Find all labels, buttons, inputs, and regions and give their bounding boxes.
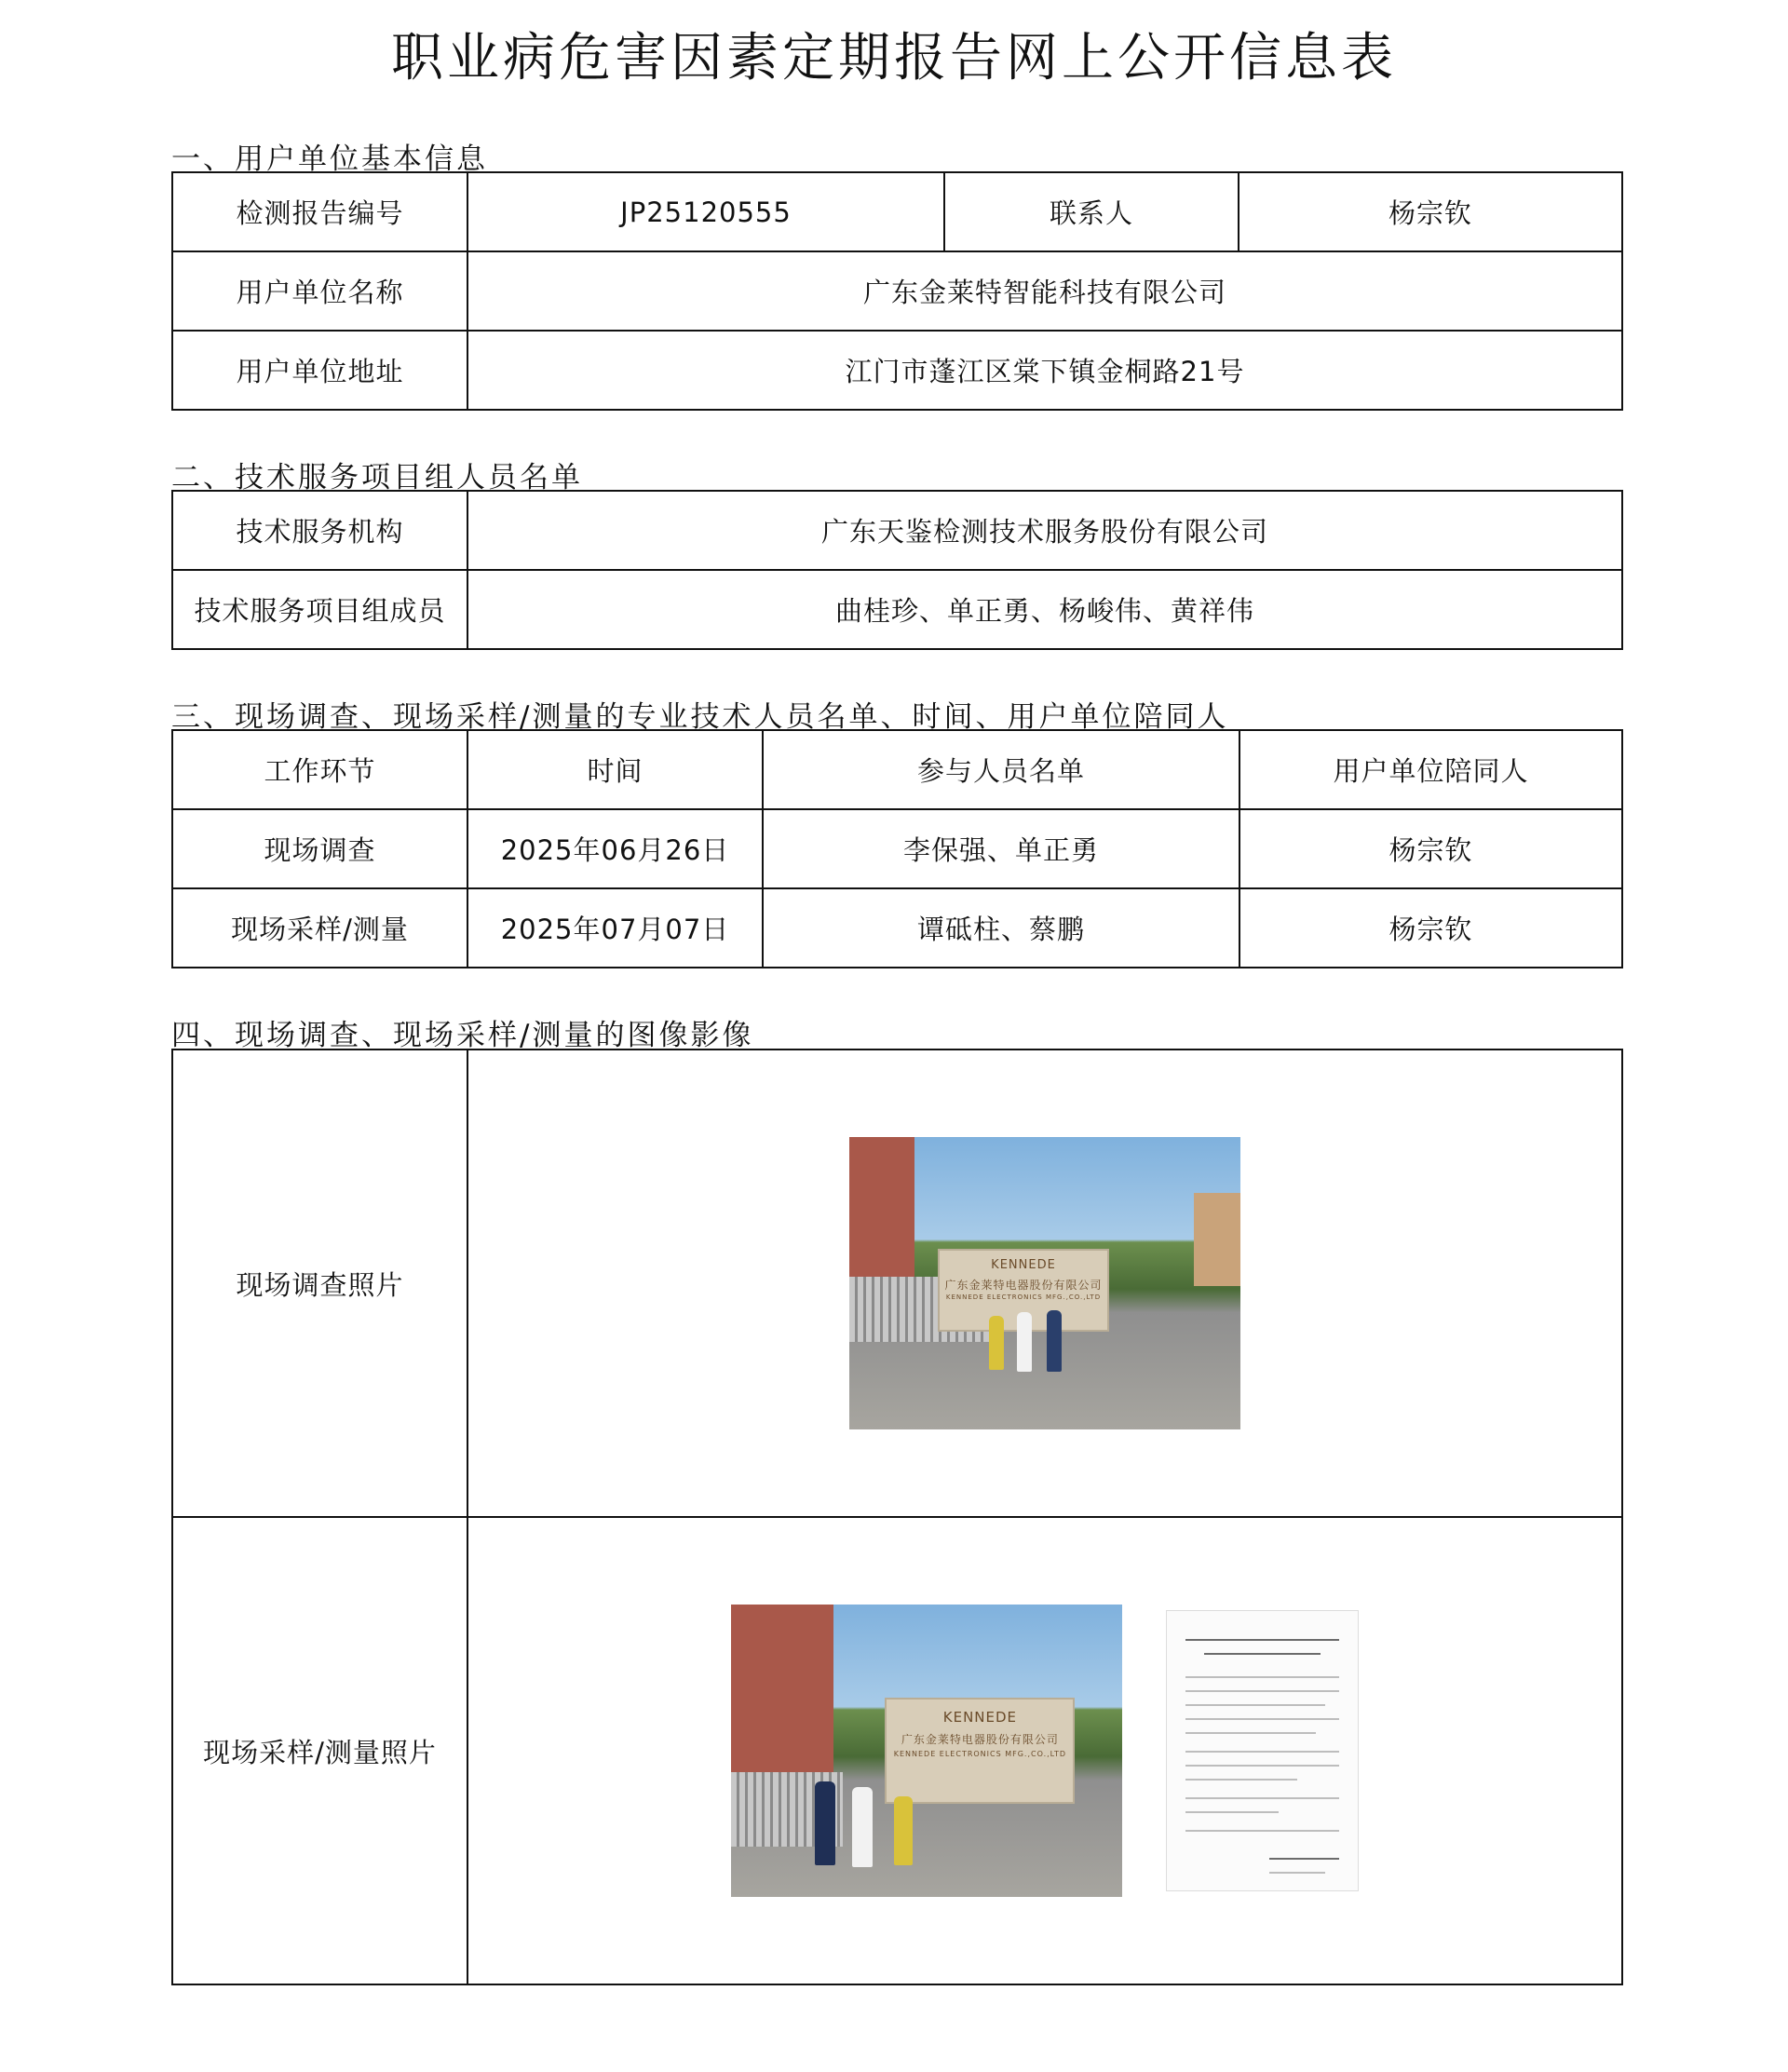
section-heading-photos: 四、现场调查、现场采样/测量的图像影像 (171, 1019, 754, 1052)
survey-photo-cell (467, 1050, 1622, 1517)
col-header-stage: 工作环节 (172, 730, 467, 809)
schedule-table (171, 729, 1623, 968)
survey-site-photo (849, 1137, 1240, 1429)
report-no-value: JP25120555 (467, 172, 944, 251)
sign-brand: KENNEDE (942, 1709, 1018, 1726)
page-title: 职业病危害因素定期报告网上公开信息表 (391, 28, 1397, 88)
table-row (172, 888, 1622, 968)
section-heading-basic-info: 一、用户单位基本信息 (171, 142, 488, 176)
team-table (171, 490, 1623, 650)
sign-brand: KENNEDE (991, 1258, 1056, 1272)
report-no-label: 检测报告编号 (172, 172, 467, 251)
time-cell: 2025年06月26日 (467, 809, 763, 888)
table-row (172, 809, 1622, 888)
survey-photo-label: 现场调查照片 (172, 1050, 467, 1517)
team-members-label: 技术服务项目组成员 (172, 570, 467, 649)
service-org-label: 技术服务机构 (172, 491, 467, 570)
stage-cell: 现场采样/测量 (172, 888, 467, 968)
sign-company: 广东金莱特电器股份有限公司 (901, 1733, 1059, 1746)
col-header-escort: 用户单位陪同人 (1239, 730, 1622, 809)
escort-cell: 杨宗钦 (1239, 888, 1622, 968)
time-cell: 2025年07月07日 (467, 888, 763, 968)
sampling-photo-cell (467, 1517, 1622, 1984)
signed-document-photo (1166, 1610, 1359, 1891)
section-heading-team: 二、技术服务项目组人员名单 (171, 461, 583, 494)
section-heading-schedule: 三、现场调查、现场采样/测量的专业技术人员名单、时间、用户单位陪同人 (171, 700, 1229, 734)
photos-table (171, 1049, 1623, 1985)
service-org-value: 广东天鉴检测技术服务股份有限公司 (467, 491, 1622, 570)
sampling-site-photo (731, 1605, 1122, 1897)
basic-info-table (171, 171, 1623, 411)
stage-cell: 现场调查 (172, 809, 467, 888)
team-members-value: 曲桂珍、单正勇、杨峻伟、黄祥伟 (467, 570, 1622, 649)
unit-name-label: 用户单位名称 (172, 251, 467, 331)
col-header-people: 参与人员名单 (763, 730, 1239, 809)
contact-label: 联系人 (944, 172, 1239, 251)
people-cell: 谭砥柱、蔡鹏 (763, 888, 1239, 968)
people-cell: 李保强、单正勇 (763, 809, 1239, 888)
sampling-photo-label: 现场采样/测量照片 (172, 1517, 467, 1984)
unit-name-value: 广东金莱特智能科技有限公司 (467, 251, 1622, 331)
unit-address-value: 江门市蓬江区棠下镇金桐路21号 (467, 331, 1622, 410)
sign-company-en: KENNEDE ELECTRONICS MFG.,CO.,LTD (893, 1750, 1067, 1758)
sign-company-en: KENNEDE ELECTRONICS MFG.,CO.,LTD (945, 1293, 1102, 1301)
unit-address-label: 用户单位地址 (172, 331, 467, 410)
contact-value: 杨宗钦 (1239, 172, 1622, 251)
escort-cell: 杨宗钦 (1239, 809, 1622, 888)
sign-company: 广东金莱特电器股份有限公司 (944, 1279, 1103, 1292)
col-header-time: 时间 (467, 730, 763, 809)
